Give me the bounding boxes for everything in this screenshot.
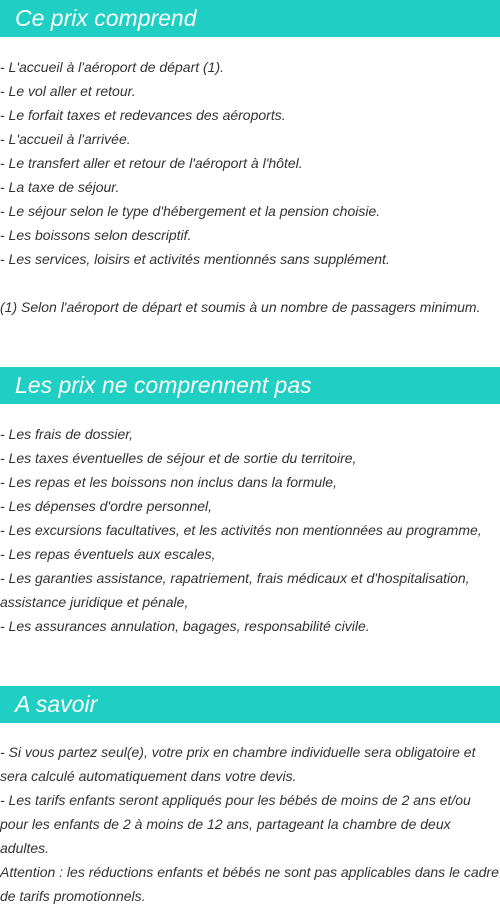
included-list: [0, 55, 500, 271]
list-item: - Les services, loisirs et activités mentionnés sans supplément.: [0, 251, 390, 267]
list-item: - Les excursions facultatives, et les activités non mentionnées au programme,: [0, 522, 482, 538]
list-item: - Les frais de dossier,: [0, 426, 134, 442]
list-item: - L'accueil à l'aéroport de départ (1).: [0, 59, 225, 75]
list-item: - Les repas et les boissons non inclus dans la formule,: [0, 474, 337, 490]
section-header-les-prix-ne-comprennent-pas: [0, 367, 500, 404]
list-item: - Les dépenses d'ordre personnel,: [0, 498, 213, 514]
section-title: Les prix ne comprennent pas: [15, 372, 312, 398]
list-item: - Les garanties assistance, rapatriement, frais médicaux et d'hospitalisation, assistance juridique et pénale,: [0, 570, 470, 610]
list-item: - Le séjour selon le type d'hébergement et la pension choisie.: [0, 203, 381, 219]
list-item: - Les taxes éventuelles de séjour et de sortie du territoire,: [0, 450, 357, 466]
not-included-list: [0, 422, 500, 638]
list-item: - L'accueil à l'arrivée.: [0, 131, 131, 147]
list-item: - Le vol aller et retour.: [0, 83, 136, 99]
list-item: - Le forfait taxes et redevances des aéroports.: [0, 107, 286, 123]
list-item: Attention : les réductions enfants et bébés ne sont pas applicables dans le cadre de tarifs promotionnels.: [0, 864, 499, 904]
list-item: - Le transfert aller et retour de l'aéroport à l'hôtel.: [0, 155, 303, 171]
list-item: - La taxe de séjour.: [0, 179, 120, 195]
section-title: Ce prix comprend: [15, 5, 197, 31]
list-item: - Les tarifs enfants seront appliqués pour les bébés de moins de 2 ans et/ou pour les enfants de 2 à moins de 12 ans, partageant la chambre de deux adultes.: [0, 792, 471, 856]
list-item: - Les boissons selon descriptif.: [0, 227, 192, 243]
list-item: - Les repas éventuels aux escales,: [0, 546, 216, 562]
section-title: A savoir: [15, 691, 98, 717]
section-header-a-savoir: [0, 686, 500, 723]
list-item: - Les assurances annulation, bagages, responsabilité civile.: [0, 618, 370, 634]
footnote: (1) Selon l'aéroport de départ et soumis à un nombre de passagers minimum.: [0, 299, 481, 315]
section-header-ce-prix-comprend: [0, 0, 500, 37]
list-item: - Si vous partez seul(e), votre prix en chambre individuelle sera obligatoire et sera calculé automatiquement dans votre devis.: [0, 744, 476, 784]
